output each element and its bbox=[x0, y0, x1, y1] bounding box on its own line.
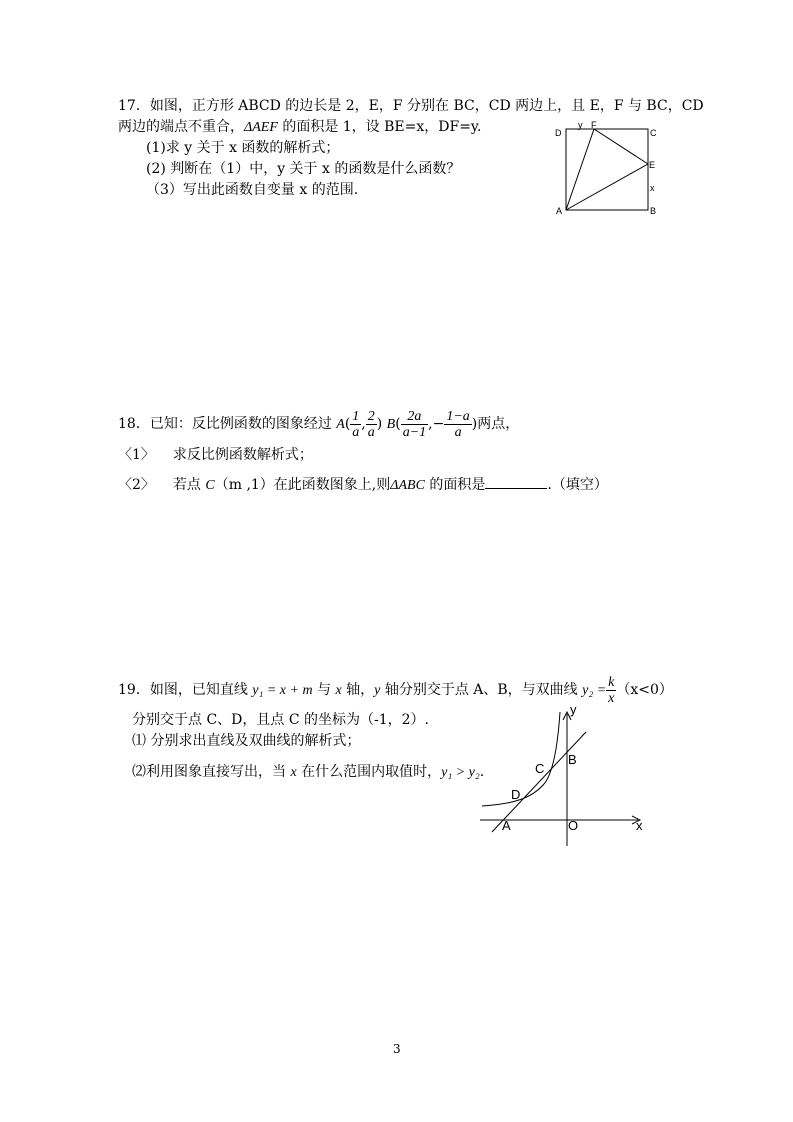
q18-tail: 两点， bbox=[477, 416, 520, 432]
q18-sub2-post: 的面积是 bbox=[424, 477, 486, 493]
q19-hyperbola bbox=[482, 712, 560, 806]
q17-label-e: E bbox=[649, 160, 656, 170]
q17-label-c: C bbox=[650, 128, 657, 138]
q18-point-a: A bbox=[336, 417, 345, 432]
q19-inequality: y₁ > y₂ bbox=[441, 765, 480, 780]
q17-sub1: (1)求 y 关于 x 函数的解析式； bbox=[146, 140, 340, 156]
q19-label-b: B bbox=[568, 752, 577, 767]
q18-sub2 bbox=[118, 475, 608, 496]
q18-sub2-end: .（填空） bbox=[547, 477, 608, 493]
q19-label-c: C bbox=[535, 761, 545, 776]
q18-frac-b2: $\frac{1-a}{a}$ bbox=[446, 408, 470, 440]
q17-sub3: （3）写出此函数自变量 x 的范围. bbox=[146, 182, 359, 198]
q18-frac-a1: $\frac{1}{a}$ bbox=[352, 408, 360, 440]
q19-label-y: y bbox=[570, 706, 577, 717]
q18-sub1-text: 求反比例函数解析式； bbox=[172, 447, 313, 463]
q19-eq2-lhs: y₂ = bbox=[582, 683, 607, 698]
q18-line1: 18．已知：反比例函数的图象经过 A( $\frac{1}{a}$ , $\frac{2}{a}$ ) B( $\frac{2a}{a-1}$ ,− $\frac{1-a}{a}$ )两点， bbox=[118, 408, 520, 440]
q19-frac-kx: $\frac{k}{x}$ bbox=[608, 674, 615, 706]
q19-sub1: ⑴ 分别求出直线及双曲线的解析式； bbox=[132, 733, 361, 749]
page-number: 3 bbox=[393, 1042, 401, 1056]
q19-label-o: O bbox=[568, 818, 579, 833]
q17-line2 bbox=[118, 117, 481, 138]
q17-label-x: x bbox=[650, 183, 655, 193]
q18-sub2-pre: 若点 bbox=[172, 477, 206, 493]
q18-frac-a2: $\frac{2}{a}$ bbox=[367, 408, 375, 440]
q19-label-a: A bbox=[502, 818, 511, 833]
q18-sub1-num: 〈1〉 bbox=[118, 447, 155, 463]
q18-point-c: C bbox=[205, 478, 215, 493]
q17-label-y: y bbox=[578, 120, 583, 130]
q19-label-x: x bbox=[636, 818, 643, 833]
q19-cond: （x<0） bbox=[616, 682, 673, 698]
q17-line2-post: 的面积是 1，设 BE=x，DF=y. bbox=[277, 119, 482, 135]
q18-point-b: B bbox=[386, 417, 396, 432]
q19-y-axis-ref: y bbox=[374, 683, 381, 698]
q17-sub2: (2) 判断在（1）中，y 关于 x 的函数是什么函数？ bbox=[146, 161, 461, 177]
q19-line1: 19．如图，已知直线 y₁ = x + m 与 x 轴，y 轴分别交于点 A、B，与双曲线 y₂ = $\frac{k}{x}$ （x<0） bbox=[118, 674, 673, 706]
q18-sub2-coord: （m ,1）在此函数图象上,则 bbox=[214, 477, 391, 493]
q19-lead: 19．如图，已知直线 bbox=[118, 682, 253, 698]
q19-mid3: 轴分别交于点 A、B，与双曲线 bbox=[380, 682, 583, 698]
q18-frac-b1: $\frac{2a}{a-1}$ bbox=[402, 408, 427, 440]
q17-triangle-aef: ΔAEF bbox=[244, 120, 278, 135]
q19-graph-figure bbox=[474, 706, 654, 856]
q17-label-d: D bbox=[555, 128, 562, 138]
q17-line2-pre: 两边的端点不重合， bbox=[118, 119, 244, 135]
q19-line2: 分别交于点 C、D，且点 C 的坐标为（-1，2）. bbox=[132, 712, 429, 728]
q17-label-f: F bbox=[591, 120, 597, 130]
q19-label-d: D bbox=[511, 787, 521, 802]
q17-line1: 17．如图，正方形 ABCD 的边长是 2，E，F 分别在 BC，CD 两边上，且 E，F 与 BC，CD bbox=[118, 98, 704, 114]
q17-label-b: B bbox=[650, 206, 657, 216]
q19-eq1: y₁ = x + m bbox=[252, 683, 313, 698]
q19-x-axis-ref: x bbox=[335, 683, 342, 698]
q18-answer-blank[interactable] bbox=[485, 476, 547, 489]
q18-lead: 18．已知：反比例函数的图象经过 bbox=[118, 416, 337, 432]
q18-sub1 bbox=[118, 445, 313, 465]
q18-triangle-abc: ΔABC bbox=[390, 478, 425, 493]
q17-square-figure bbox=[552, 118, 664, 220]
q19-line-y1 bbox=[492, 732, 586, 832]
q18-sub2-num: 〈2〉 bbox=[118, 477, 155, 493]
q17-label-a: A bbox=[556, 206, 563, 216]
q19-sub2: ⑵利用图象直接写出，当 x 在什么范围内取值时，y₁ > y₂. bbox=[132, 764, 485, 780]
